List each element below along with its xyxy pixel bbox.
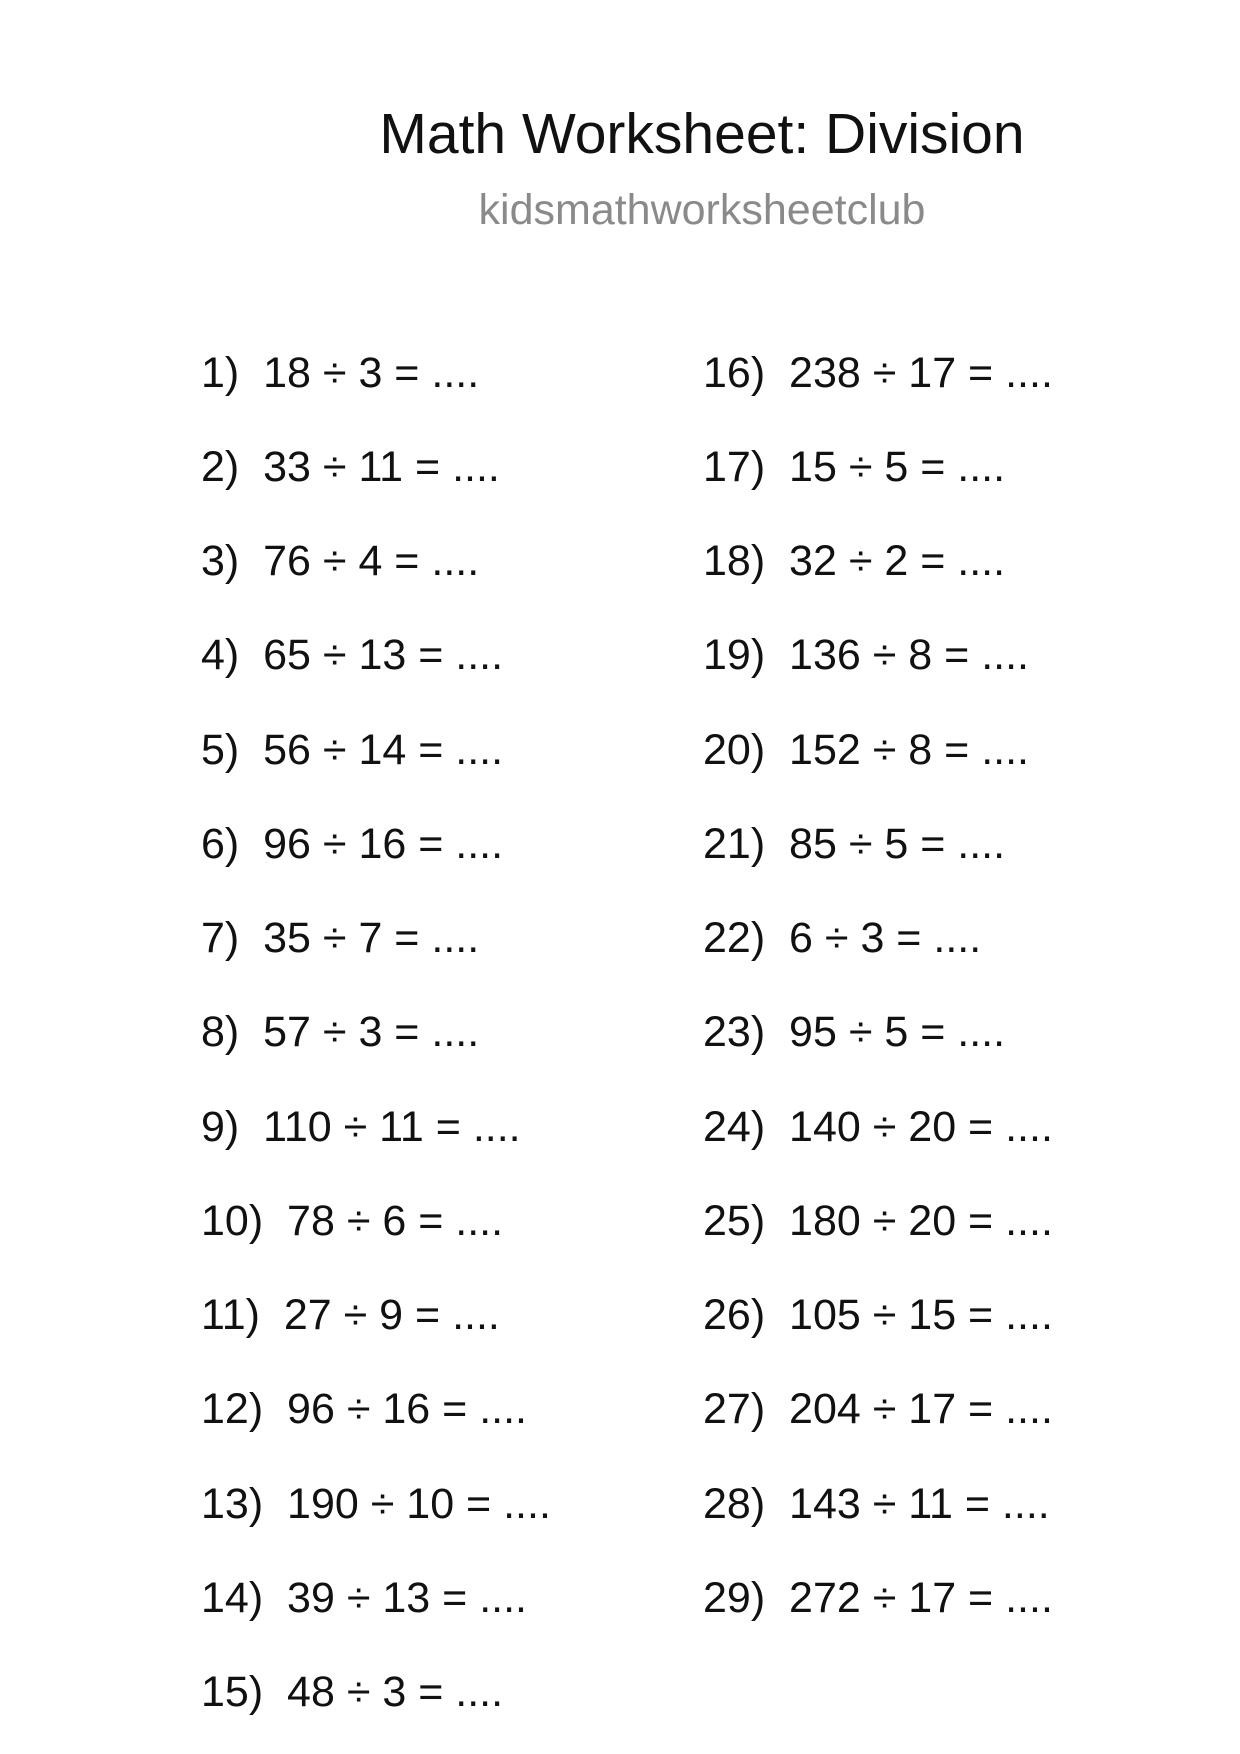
problem-22: 22) 6 ÷ 3 = ....	[703, 914, 982, 962]
problem-2: 2) 33 ÷ 11 = ....	[201, 443, 500, 491]
problem-18: 18) 32 ÷ 2 = ....	[703, 537, 1006, 585]
problem-24: 24) 140 ÷ 20 = ....	[703, 1103, 1053, 1151]
problem-16: 16) 238 ÷ 17 = ....	[703, 349, 1053, 397]
page-subtitle: kidsmathworksheetclub	[478, 186, 926, 234]
problem-26: 26) 105 ÷ 15 = ....	[703, 1291, 1053, 1339]
problem-19: 19) 136 ÷ 8 = ....	[703, 631, 1029, 679]
problem-6: 6) 96 ÷ 16 = ....	[201, 820, 504, 868]
problem-14: 14) 39 ÷ 13 = ....	[201, 1574, 527, 1622]
problem-25: 25) 180 ÷ 20 = ....	[703, 1197, 1053, 1245]
problem-11: 11) 27 ÷ 9 = ....	[201, 1291, 500, 1339]
problem-12: 12) 96 ÷ 16 = ....	[201, 1385, 527, 1433]
problem-8: 8) 57 ÷ 3 = ....	[201, 1008, 480, 1056]
problem-21: 21) 85 ÷ 5 = ....	[703, 820, 1006, 868]
problem-13: 13) 190 ÷ 10 = ....	[201, 1480, 551, 1528]
problem-27: 27) 204 ÷ 17 = ....	[703, 1385, 1053, 1433]
page-title: Math Worksheet: Division	[379, 102, 1025, 166]
problem-28: 28) 143 ÷ 11 = ....	[703, 1480, 1050, 1528]
problem-4: 4) 65 ÷ 13 = ....	[201, 631, 504, 679]
problem-7: 7) 35 ÷ 7 = ....	[201, 914, 480, 962]
problem-5: 5) 56 ÷ 14 = ....	[201, 726, 504, 774]
problem-9: 9) 110 ÷ 11 = ....	[201, 1103, 521, 1151]
problem-23: 23) 95 ÷ 5 = ....	[703, 1008, 1006, 1056]
problem-17: 17) 15 ÷ 5 = ....	[703, 443, 1006, 491]
problem-10: 10) 78 ÷ 6 = ....	[201, 1197, 504, 1245]
problem-29: 29) 272 ÷ 17 = ....	[703, 1574, 1053, 1622]
problem-15: 15) 48 ÷ 3 = ....	[201, 1668, 504, 1716]
problem-3: 3) 76 ÷ 4 = ....	[201, 537, 480, 585]
problem-1: 1) 18 ÷ 3 = ....	[201, 349, 480, 397]
problem-20: 20) 152 ÷ 8 = ....	[703, 726, 1029, 774]
